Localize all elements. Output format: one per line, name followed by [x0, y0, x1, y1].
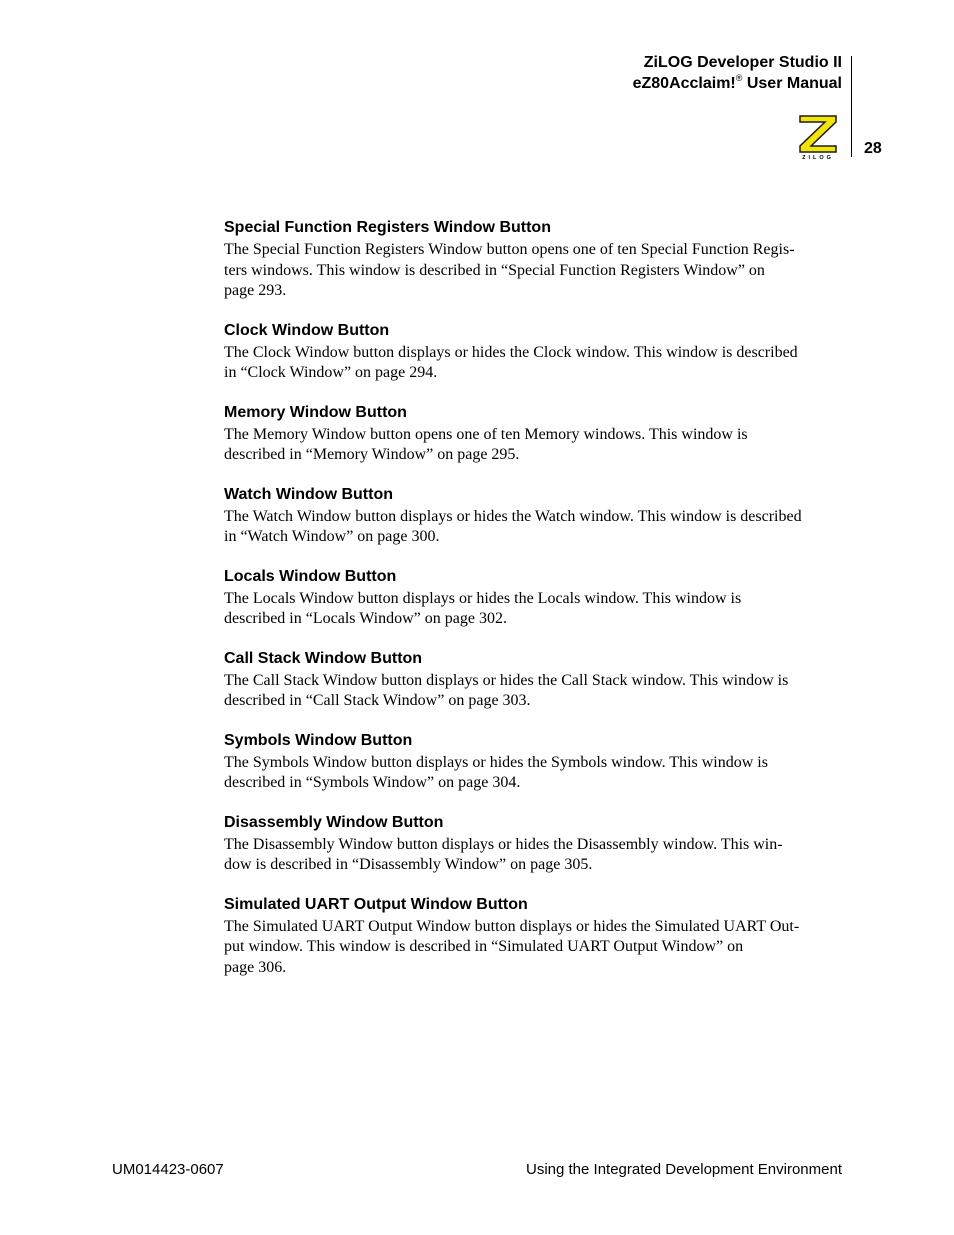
body-line: described in “Symbols Window” on page 304.: [224, 774, 521, 791]
header-divider: [851, 56, 852, 157]
section-heading: Locals Window Button: [224, 567, 397, 585]
section-body: [224, 425, 844, 466]
section-heading: Clock Window Button: [224, 321, 390, 339]
section-body: [224, 835, 844, 876]
section-body: [224, 671, 844, 712]
body-line: put window. This window is described in “Simulated UART Output Window” on: [224, 938, 744, 955]
section-body: [224, 753, 844, 794]
section: [224, 216, 844, 302]
body-line: described in “Call Stack Window” on page 303.: [224, 692, 531, 709]
body-line: page 306.: [224, 958, 287, 976]
body-line: page 293.: [224, 282, 287, 299]
footer-doc-id: UM014423-0607: [112, 1161, 224, 1178]
section: [224, 811, 844, 876]
logo-wordmark: ZILOG: [802, 155, 834, 160]
body-line: The Special Function Registers Window button opens one of ten Special Function Regis-: [224, 241, 795, 258]
manual-type: User Manual: [742, 75, 842, 92]
body-line: The Memory Window button opens one of ten Memory windows. This window is: [224, 425, 748, 443]
zilog-logo-icon: [794, 112, 842, 160]
product-name: eZ80Acclaim!: [632, 75, 736, 92]
section: [224, 893, 844, 979]
body-line: described in “Memory Window” on page 295.: [224, 446, 520, 463]
section-body: [224, 589, 844, 630]
section-body: [224, 507, 844, 548]
document-title-line-2: [633, 73, 842, 94]
body-line: The Simulated UART Output Window button displays or hides the Simulated UART Out-: [224, 917, 800, 935]
section-heading: Simulated UART Output Window Button: [224, 895, 528, 913]
body-line: in “Watch Window” on page 300.: [224, 528, 440, 545]
section-body: [224, 343, 844, 384]
body-line: The Call Stack Window button displays or hides the Call Stack window. This window is: [224, 671, 789, 689]
section-heading: Special Function Registers Window Button: [224, 219, 551, 236]
section-body: [224, 917, 844, 979]
section: [224, 319, 844, 384]
section-heading: Call Stack Window Button: [224, 649, 423, 667]
body-line: in “Clock Window” on page 294.: [224, 364, 438, 381]
body-line: dow is described in “Disassembly Window” on page 305.: [224, 856, 593, 873]
section-heading: Symbols Window Button: [224, 731, 413, 749]
section-heading: Memory Window Button: [224, 403, 407, 421]
body-line: The Disassembly Window button displays or hides the Disassembly window. This win-: [224, 835, 783, 853]
body-line: The Watch Window button displays or hides the Watch window. This window is described: [224, 507, 802, 525]
footer-chapter-title: Using the Integrated Development Environment: [525, 1161, 842, 1178]
document-title-line-1: ZiLOG Developer Studio II: [643, 54, 842, 71]
section: [224, 565, 844, 630]
section: [224, 729, 844, 794]
section: [224, 647, 844, 712]
section: [224, 483, 844, 548]
body-line: ters windows. This window is described in “Special Function Registers Window” on: [224, 261, 765, 279]
section-heading: Watch Window Button: [224, 485, 393, 503]
main-content: [224, 216, 844, 995]
zilog-logo: [794, 112, 842, 160]
body-line: The Symbols Window button displays or hides the Symbols window. This window is: [224, 753, 768, 771]
section-heading: Disassembly Window Button: [224, 813, 444, 831]
section: [224, 401, 844, 466]
registered-mark: ®: [735, 73, 743, 83]
section-body: [224, 240, 844, 302]
body-line: The Locals Window button displays or hides the Locals window. This window is: [224, 589, 742, 607]
page-number: 28: [864, 140, 882, 157]
document-title: [633, 52, 842, 94]
body-line: The Clock Window button displays or hides the Clock window. This window is described: [224, 343, 798, 361]
body-line: described in “Locals Window” on page 302.: [224, 610, 507, 627]
